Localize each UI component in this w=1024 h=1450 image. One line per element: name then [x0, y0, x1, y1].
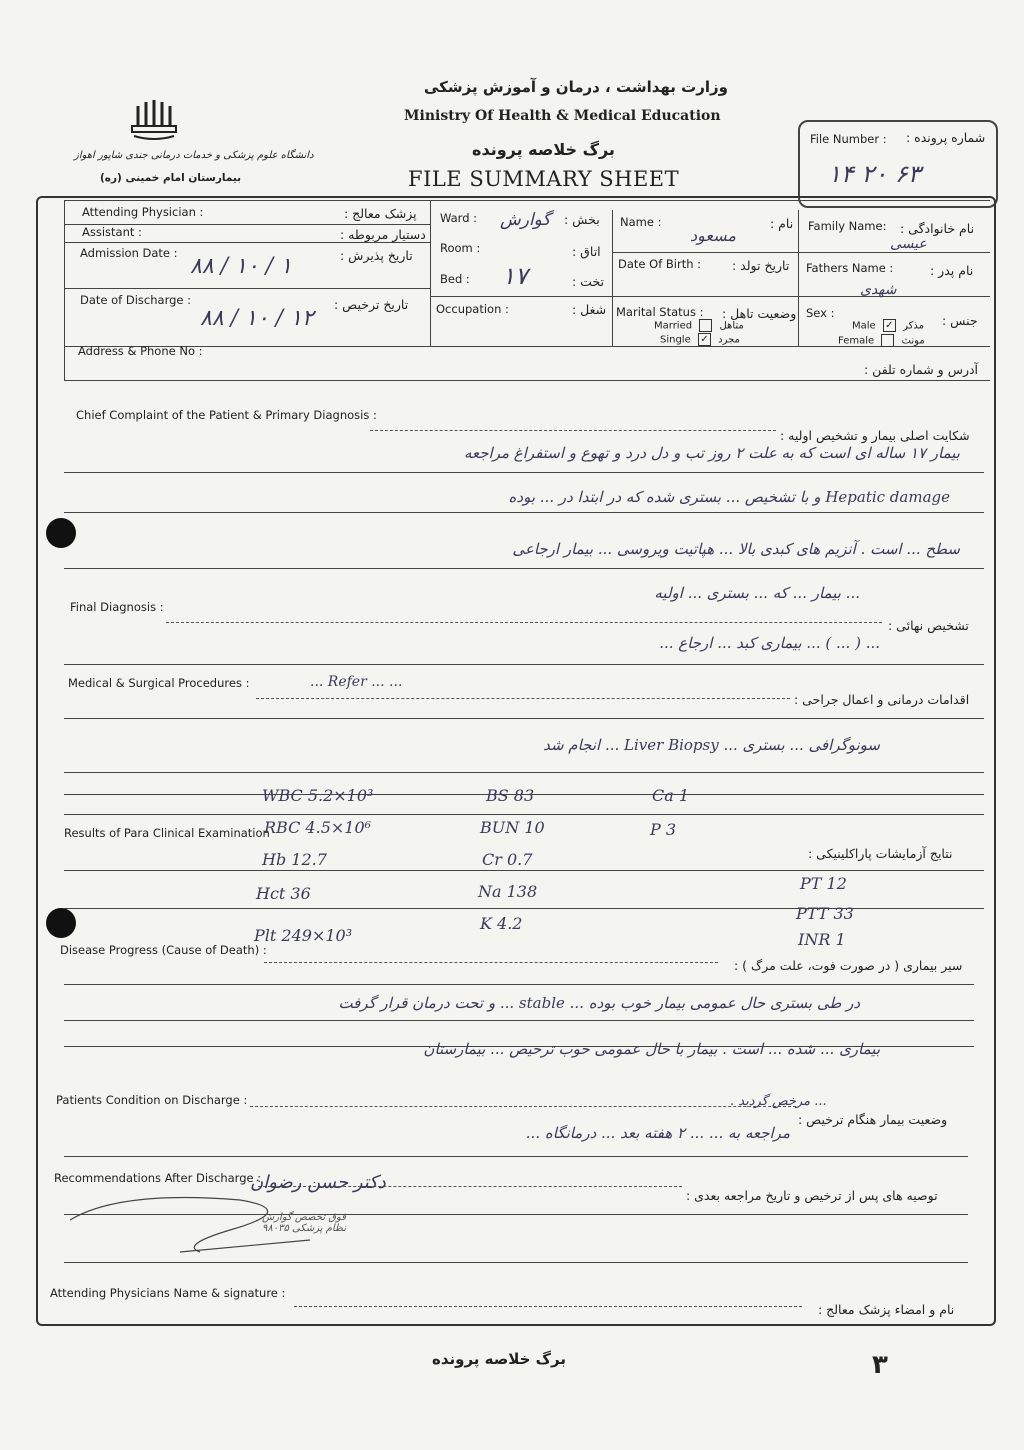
signature-scribble-icon: [60, 1190, 320, 1260]
file-number-value: ۱۴ ۲۰ ۶۳: [828, 160, 921, 188]
complaint-rule-3: [64, 568, 984, 569]
female-label-fa: مونث: [901, 335, 925, 347]
recommendations-rule-2: [64, 1262, 968, 1263]
hospital-name: بیمارستان امام خمینی (ره): [100, 172, 242, 184]
assistant-label-en: Assistant :: [82, 225, 142, 239]
family-label-en: Family Name:: [808, 219, 887, 233]
progress-line-1: در طی بستری حال عمومی بیمار خوب بوده ... stable ... و تحت درمان قرار گرفت: [338, 994, 860, 1012]
lab-bs: BS 83: [486, 786, 535, 805]
procedures-label-en: Medical & Surgical Procedures :: [68, 676, 250, 690]
father-value: شهدی: [860, 282, 897, 298]
ministry-fa: وزارت بهداشت ، درمان و آموزش پزشکی: [424, 78, 728, 96]
page-number: ۳: [872, 1350, 888, 1380]
ministry-en: Ministry Of Health & Medical Education: [404, 108, 721, 124]
results-rule-1: [64, 814, 984, 815]
complaint-rule-1: [64, 472, 984, 473]
lab-rbc: RBC 4.5×10⁶: [264, 818, 372, 837]
room-label-fa: اتاق :: [572, 244, 601, 259]
single-checkbox[interactable]: ✓: [698, 333, 711, 346]
father-label-en: Fathers Name :: [806, 261, 894, 275]
address-label-en: Address & Phone No :: [78, 344, 203, 358]
complaint-line-4: ... بیمار ... که ... بستری ... اولیه: [654, 584, 860, 602]
signature-label-fa: نام و امضاء پزشک معالج :: [818, 1302, 955, 1317]
row-line-3: [64, 288, 430, 289]
grid-col1: [430, 200, 431, 346]
grid-col2: [612, 210, 613, 346]
procedures-rule-1: [64, 718, 984, 719]
university-name: دانشگاه علوم پزشکی و خدمات درمانی جندی شاپور اهواز: [74, 150, 314, 161]
married-checkbox[interactable]: [699, 319, 712, 332]
admission-value: ۸۸ / ۱۰ / ۱: [190, 254, 292, 279]
results-label-fa: نتایج آزمایشات پاراکلینیکی :: [808, 846, 953, 861]
physician-signature: دکتر حسن رضوان: [250, 1172, 386, 1193]
occupation-label-en: Occupation :: [436, 302, 509, 316]
occupation-label-fa: شغل :: [572, 302, 607, 317]
row-line-5: [430, 296, 990, 297]
male-label-fa: مذکر: [903, 320, 924, 332]
lab-na: Na 138: [478, 882, 538, 901]
lab-wbc: WBC 5.2×10³: [262, 786, 374, 805]
lab-inr: INR 1: [798, 930, 846, 949]
marital-label-en: Marital Status :: [616, 305, 704, 319]
admission-label-en: Admission Date :: [80, 246, 178, 260]
discharge-label-en: Date of Discharge :: [80, 293, 192, 307]
name-label-fa: نام :: [770, 216, 794, 231]
row-line-4: [612, 252, 990, 253]
grid-top: [64, 200, 990, 201]
condition-rule: [64, 1156, 968, 1157]
lab-cr: Cr 0.7: [482, 850, 533, 869]
complaint-label-line: [370, 430, 776, 431]
complaint-label-fa: شکایت اصلی بیمار و تشخیص اولیه :: [780, 428, 970, 443]
female-checkbox[interactable]: [881, 334, 894, 347]
complaint-line-3: سطح ... است . آنزیم های کبدی بالا ... هپاتیت ویروسی ... بیمار ارجاعی: [512, 540, 960, 558]
attending-label-fa: پزشک معالج :: [344, 206, 417, 221]
progress-line-3: ... مرخص گردید .: [730, 1094, 827, 1109]
file-number-label-fa: شماره پرونده :: [906, 130, 986, 145]
attending-label-en: Attending Physician :: [82, 205, 204, 219]
condition-line-1: مراجعه به ... ... ۲ هفته بعد ... درمانگاه ...: [525, 1124, 790, 1142]
ward-label-en: Ward :: [440, 211, 478, 225]
final-dx-rule: [64, 664, 984, 665]
address-label-fa: آدرس و شماره تلفن :: [864, 362, 979, 377]
final-dx-label-fa: تشخیص نهائی :: [888, 618, 969, 633]
stamp-line-2: نظام پزشکی ۹۸۰۳۵: [262, 1223, 346, 1234]
progress-label-en: Disease Progress (Cause of Death) :: [60, 943, 267, 957]
file-number-label-en: File Number :: [810, 132, 887, 146]
father-label-fa: نام پدر :: [930, 263, 974, 278]
condition-label-fa: وضعیت بیمار هنگام ترخیص :: [798, 1112, 948, 1127]
male-label: [852, 319, 924, 332]
procedures-line-2: سونوگرافی ... بستری ... Liver Biopsy ... انجام شد: [543, 736, 880, 754]
assistant-label-fa: دستیار مربوطه :: [340, 227, 426, 242]
discharge-label-fa: تاریخ ترخیص :: [334, 297, 409, 312]
married-label: [654, 319, 744, 332]
title-en: FILE SUMMARY SHEET: [408, 167, 680, 191]
procedures-rule-2: [64, 772, 984, 773]
progress-label-line: [264, 962, 718, 963]
lab-ca: Ca 1: [652, 786, 690, 805]
procedures-line-1: ... Refer ... ...: [310, 674, 403, 690]
family-value: عیسی: [890, 236, 927, 252]
lab-hb: Hb 12.7: [262, 850, 327, 869]
title-fa: برگ خلاصه پرونده: [472, 140, 615, 159]
procedures-label-line: [256, 698, 790, 699]
discharge-value: ۸۸ / ۱۰ / ۱۲: [200, 306, 314, 331]
complaint-line-1: بیمار ۱۷ ساله ای است که به علت ۲ روز تب و دل درد و تهوع و استفراغ مراجعه: [464, 444, 960, 462]
single-label-fa: مجرد: [718, 334, 740, 346]
signature-label-line: [294, 1306, 802, 1307]
condition-label-en: Patients Condition on Discharge :: [56, 1093, 248, 1107]
row-line-2: [64, 242, 430, 243]
results-rule-2: [64, 870, 984, 871]
bed-value: ۱۷: [502, 262, 528, 290]
final-dx-label-line: [166, 622, 882, 623]
dob-label-fa: تاریخ تولد :: [732, 258, 790, 273]
university-logo: [124, 96, 184, 146]
final-dx-line-1: ... ( ... ) ... بیماری کبد ... ارجاع ...: [659, 634, 880, 652]
progress-label-fa: سیر بیماری ( در صورت فوت، علت مرگ ) :: [734, 958, 963, 973]
sex-label-fa: جنس :: [942, 313, 978, 328]
sex-label-en: Sex :: [806, 306, 835, 320]
complaint-label-en: Chief Complaint of the Patient & Primary Diagnosis :: [76, 408, 377, 422]
lab-p: P 3: [650, 820, 677, 839]
lab-k: K 4.2: [480, 914, 523, 933]
female-label: [838, 334, 925, 347]
lab-plt: Plt 249×10³: [254, 926, 353, 945]
recommendations-label-fa: توصیه های پس از ترخیص و تاریخ مراجعه بعدی :: [686, 1188, 938, 1203]
lab-pt: PT 12: [800, 874, 847, 893]
married-label-fa: متاهل: [719, 320, 744, 332]
complaint-rule-2: [64, 512, 984, 513]
final-dx-label-en: Final Diagnosis :: [70, 600, 164, 614]
bed-label-en: Bed :: [440, 272, 470, 286]
single-label-en: Single: [660, 334, 691, 346]
grid-left: [64, 200, 65, 380]
ward-value: گوارش: [500, 210, 551, 230]
procedures-label-fa: اقدامات درمانی و اعمال جراحی :: [794, 692, 970, 707]
family-label-fa: نام خانوادگی :: [900, 221, 975, 236]
female-label-en: Female: [838, 335, 875, 347]
name-label-en: Name :: [620, 215, 662, 229]
admission-label-fa: تاریخ پذیرش :: [340, 248, 413, 263]
lab-hct: Hct 36: [256, 884, 311, 903]
address-line: [64, 380, 990, 381]
progress-rule-2: [64, 1020, 974, 1021]
marital-label-fa: وضعیت تاهل :: [722, 306, 797, 321]
grid-col3: [798, 210, 799, 346]
footer-title-fa: برگ خلاصه پرونده: [432, 1350, 566, 1368]
single-label: [660, 333, 740, 346]
condition-label-line: [250, 1106, 796, 1107]
university-logo-icon: [124, 96, 184, 146]
progress-rule-1: [64, 984, 974, 985]
room-label-en: Room :: [440, 241, 481, 255]
ward-label-fa: بخش :: [564, 212, 600, 227]
bed-label-fa: تخت :: [572, 274, 605, 289]
complaint-line-2: Hepatic damage و با تشخیص ... بستری شده که در ابتدا در ... بوده: [508, 488, 950, 506]
recommendations-label-en: Recommendations After Discharge :: [54, 1171, 262, 1185]
married-label-en: Married: [654, 320, 693, 332]
lab-ptt: PTT 33: [796, 904, 854, 923]
lab-bun: BUN 10: [480, 818, 545, 837]
results-label-en: Results of Para Clinical Examination: [64, 826, 270, 840]
male-checkbox[interactable]: ✓: [883, 319, 896, 332]
dob-label-en: Date Of Birth :: [618, 257, 702, 271]
male-label-en: Male: [852, 320, 876, 332]
signature-label-en: Attending Physicians Name & signature :: [50, 1286, 286, 1300]
name-value: مسعود: [690, 226, 736, 245]
progress-line-2: بیماری ... شده ... است . بیمار با حال عمومی خوب ترخیص ... بیمارستان: [423, 1040, 880, 1058]
stamp-line-1: فوق تخصص گوارش: [262, 1212, 346, 1223]
